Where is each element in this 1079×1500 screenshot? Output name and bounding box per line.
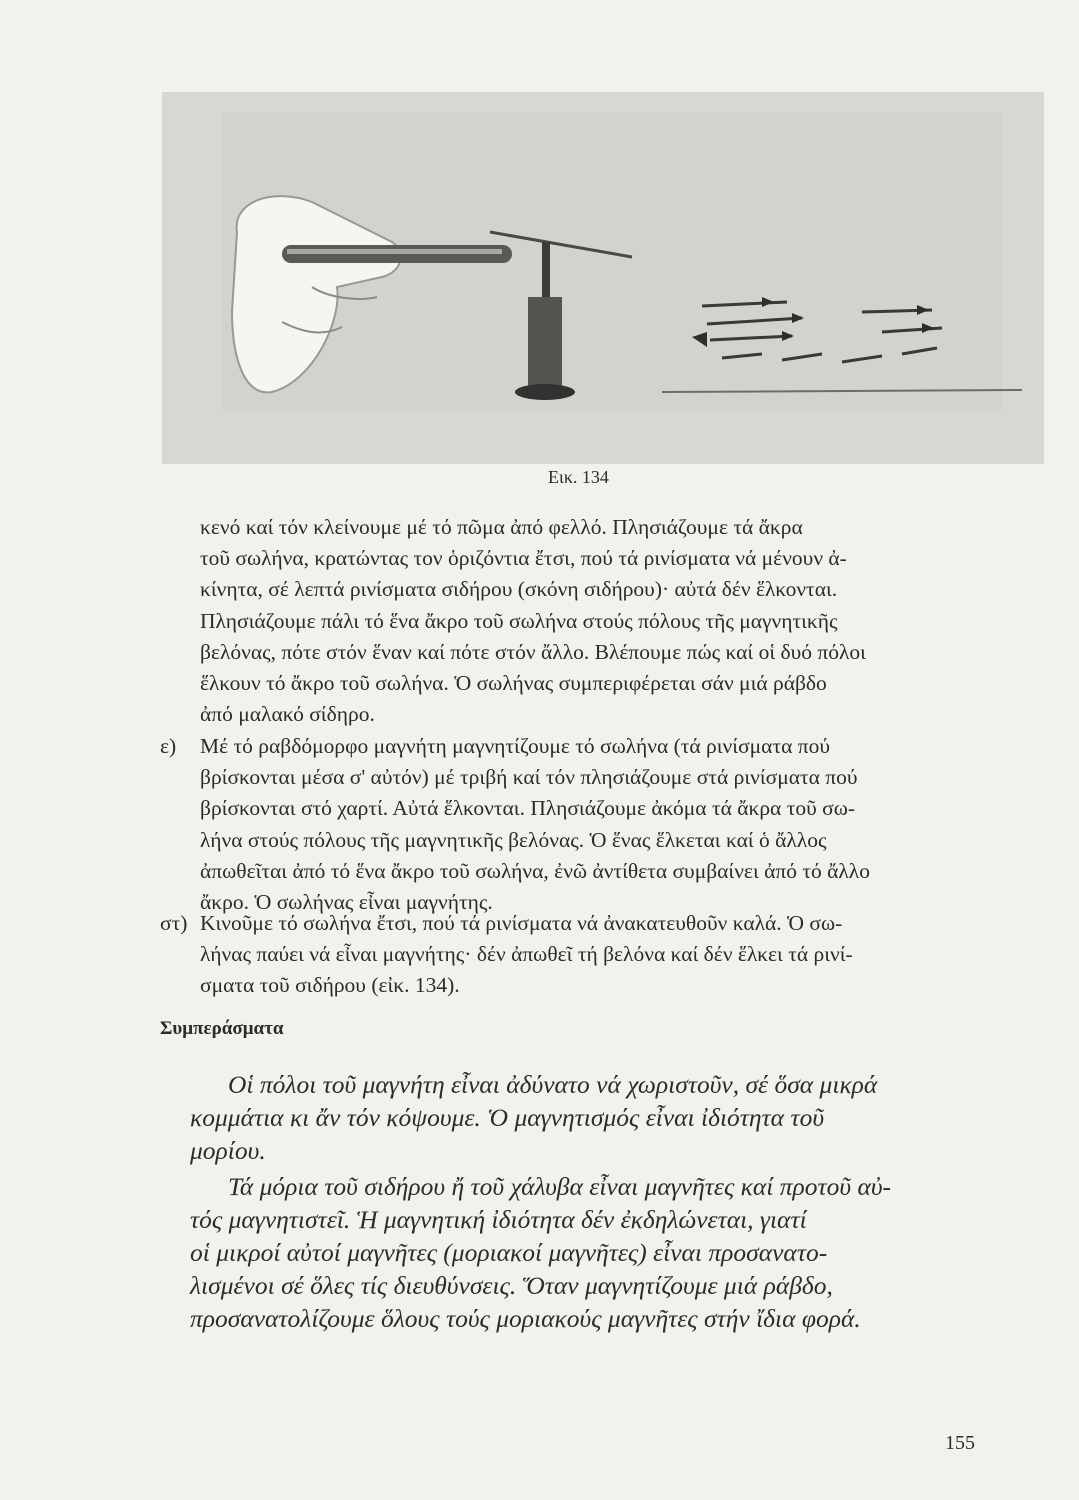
- item-label: στ): [160, 911, 188, 935]
- text-line: λήνα στούς πόλους τῆς μαγνητικῆς βελόνας. Ὁ ἕνας ἕλκεται καί ὁ ἄλλος: [200, 827, 827, 852]
- list-item-st: [160, 908, 990, 1002]
- text-line: ἀπωθεῖται ἀπό τό ἕνα ἄκρο τοῦ σωλήνα, ἐνῶ ἀντίθετα συμβαίνει ἀπό τό ἄλλο: [200, 858, 870, 883]
- text-line: ἄκρο. Ὁ σωλήνας εἶναι μαγνήτης.: [200, 890, 493, 915]
- text-line: οἱ μικροί αὐτοί μαγνῆτες (μοριακοί μαγνῆτες) εἶναι προσανατο-: [190, 1238, 828, 1267]
- text-line: μορίου.: [190, 1136, 266, 1165]
- text-line: λήνας παύει νά εἶναι μαγνήτης· δέν ἀπωθεῖ τή βελόνα καί δέν ἕλκει τά ρινί-: [200, 942, 853, 967]
- text-line: Κινοῦμε τό σωλήνα ἔτσι, πού τά ρινίσματα νά ἀνακατευθοῦν καλά. Ὁ σω-: [200, 911, 843, 935]
- text-line: βρίσκονται μέσα σ' αὐτόν) μέ τριβή καί τόν πλησιάζουμε στά ρινίσματα πού: [200, 765, 858, 790]
- text-line: Οἱ πόλοι τοῦ μαγνήτη εἶναι ἀδύνατο νά χωριστοῦν, σέ ὅσα μικρά: [228, 1070, 878, 1099]
- item-label: ε): [160, 734, 177, 758]
- text-line: βρίσκονται στό χαρτί. Αὐτά ἕλκονται. Πλησιάζουμε ἀκόμα τά ἄκρα τοῦ σω-: [200, 796, 856, 821]
- text-line: σματα τοῦ σιδήρου (εἰκ. 134).: [200, 973, 460, 998]
- figure-caption: Εικ. 134: [548, 467, 609, 487]
- compass-stand: [528, 297, 562, 397]
- text-line: τοῦ σωλήνα, κρατώντας τον ὁριζόντια ἔτσι, πού τά ρινίσματα νά μένουν ἀ-: [200, 546, 847, 571]
- experiment-illustration: [162, 92, 1044, 464]
- conclusion-1: [190, 1068, 990, 1167]
- list-item-e: [160, 731, 990, 918]
- text-line: ἀπό μαλακό σίδηρο.: [200, 702, 375, 727]
- text-line: λισμένοι σέ ὅλες τίς διευθύνσεις. Ὅταν μαγνητίζουμε μιά ράβδο,: [190, 1271, 833, 1300]
- text-line: προσανατολίζουμε ὅλους τούς μοριακούς μαγνῆτες στήν ἴδια φορά.: [190, 1304, 861, 1333]
- paragraph-d: [200, 512, 990, 730]
- text-line: κομμάτια κι ἄν τόν κόψουμε. Ὁ μαγνητισμός εἶναι ἰδιότητα τοῦ: [190, 1103, 825, 1132]
- conclusion-2: [190, 1170, 990, 1335]
- figure-photo: [162, 92, 1044, 464]
- text-line: Μέ τό ραβδόμορφο μαγνήτη μαγνητίζουμε τό σωλήνα (τά ρινίσματα πού: [200, 734, 830, 758]
- text-line: κενό καί τόν κλείνουμε μέ τό πῶμα ἀπό φελλό. Πλησιάζουμε τά ἄκρα: [200, 515, 803, 539]
- text-line: βελόνας, πότε στόν ἕναν καί πότε στόν ἄλλο. Βλέπουμε πώς καί οἱ δυό πόλοι: [200, 639, 866, 664]
- section-heading: Συμπεράσματα: [160, 1018, 284, 1039]
- text-line: Τά μόρια τοῦ σιδήρου ἤ τοῦ χάλυβα εἶναι μαγνῆτες καί προτοῦ αὐ-: [228, 1172, 892, 1201]
- text-line: κίνητα, σέ λεπτά ρινίσματα σιδήρου (σκόνη σιδήρου)· αὐτά δέν ἕλκονται.: [200, 577, 838, 602]
- text-line: Πλησιάζουμε πάλι τό ἕνα ἄκρο τοῦ σωλήνα στούς πόλους τῆς μαγνητικῆς: [200, 608, 838, 633]
- page-number: 155: [945, 1432, 975, 1454]
- text-line: ἕλκουν τό ἄκρο τοῦ σωλήνα. Ὁ σωλήνας συμπεριφέρεται σάν μιά ράβδο: [200, 671, 827, 696]
- text-line: τός μαγνητιστεῖ. Ἡ μαγνητική ἰδιότητα δέν ἐκδηλώνεται, γιατί: [190, 1205, 807, 1234]
